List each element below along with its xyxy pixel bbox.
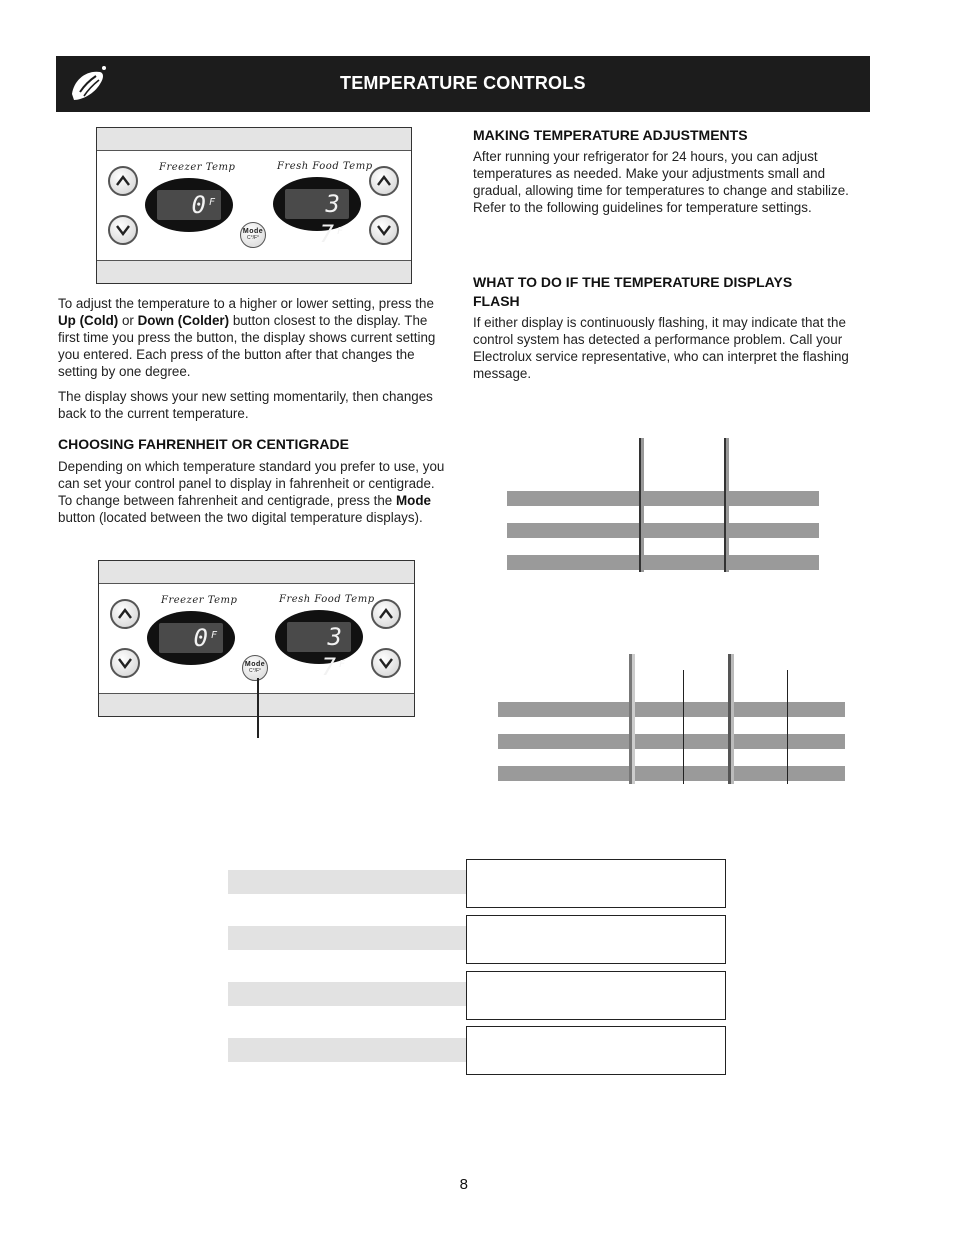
fresh-food-unit: F xyxy=(338,659,345,670)
chevron-down-icon xyxy=(118,657,132,669)
table-row xyxy=(498,734,845,749)
table-row xyxy=(507,491,819,506)
flash-heading-line1: WHAT TO DO IF THE TEMPERATURE DISPLAYS xyxy=(473,274,793,290)
adjust-text-a: To adjust the temperature to a higher or lower setting, press the xyxy=(58,296,434,311)
table-row-box xyxy=(466,915,726,964)
fresh-food-lcd xyxy=(287,622,351,681)
chevron-down-icon xyxy=(377,224,391,236)
freezer-temp-label: Freezer Temp xyxy=(161,595,238,606)
settings-table-1 xyxy=(505,438,821,572)
freezer-display xyxy=(147,611,235,665)
page-number: 8 xyxy=(459,1176,468,1193)
flash-heading-line2: FLASH xyxy=(473,293,520,309)
table-row-label xyxy=(228,870,466,894)
chevron-up-icon xyxy=(379,608,393,620)
mode-button-label: Mode xyxy=(244,661,266,668)
chevron-up-icon xyxy=(116,175,130,187)
display-paragraph: The display shows your new setting momentarily, then changes back to the current temperature. xyxy=(58,389,433,421)
up-cold-term: Up (Cold) xyxy=(58,313,119,328)
section-header xyxy=(56,56,870,112)
adjust-text-b: button closest to the display. The first time you press the button, the display shows current setting you entered. Each press of the button after that changes the setting by one degree. xyxy=(58,313,436,379)
column-divider xyxy=(683,670,684,784)
freezer-down-button[interactable] xyxy=(108,215,138,245)
freezer-up-button[interactable] xyxy=(110,599,140,629)
fresh-food-display xyxy=(273,177,361,248)
table-row-label xyxy=(228,1038,466,1062)
mode-button[interactable] xyxy=(240,222,266,248)
freezer-unit: F xyxy=(210,630,217,641)
chevron-up-icon xyxy=(377,175,391,187)
fresh-food-up-button[interactable] xyxy=(371,599,401,629)
table-row-label xyxy=(228,982,466,1006)
fresh-food-value: 3 7 xyxy=(321,623,345,681)
chevron-down-icon xyxy=(379,657,393,669)
choosing-text-b: button (located between the two digital temperature displays). xyxy=(58,510,423,525)
control-panel-diagram xyxy=(96,127,412,284)
adjust-text-or: or xyxy=(118,313,138,328)
table-row xyxy=(498,766,845,781)
table-row-label xyxy=(228,926,466,950)
adjust-paragraph xyxy=(58,295,446,380)
choosing-text-a: Depending on which temperature standard you prefer to use, you can set your control panel to display in fahrenheit or centigrade. To change between fahrenheit and centigrade, press the xyxy=(58,459,445,508)
page-title: TEMPERATURE CONTROLS xyxy=(340,73,586,93)
adjustments-paragraph: After running your refrigerator for 24 hours, you can adjust temperatures as needed. Make your adjustments small and gradual, allowing time for temperatures to change and stabilize. Refer to the following guidelines for temperature settings. xyxy=(473,149,849,215)
fresh-food-down-button[interactable] xyxy=(369,215,399,245)
freezer-display xyxy=(145,178,233,232)
electrolux-logo-icon xyxy=(66,62,110,106)
table-row-box xyxy=(466,859,726,908)
mode-term: Mode xyxy=(395,493,431,508)
table-row xyxy=(498,702,845,717)
chevron-up-icon xyxy=(118,608,132,620)
flash-heading xyxy=(473,273,873,311)
freezer-unit: F xyxy=(208,197,215,208)
mode-button-sub: C°/F° xyxy=(248,668,262,674)
fresh-food-display xyxy=(275,610,363,681)
flash-paragraph: If either display is continuously flashing, it may indicate that the control system has detected a performance problem. Call your Electrolux service representative, who can interpret the flashing message. xyxy=(473,315,849,381)
freezer-lcd xyxy=(159,623,223,653)
freezer-up-button[interactable] xyxy=(108,166,138,196)
freezer-value: 0 xyxy=(191,191,209,219)
column-divider xyxy=(787,670,788,784)
fresh-food-value: 3 7 xyxy=(319,190,343,248)
choosing-heading: CHOOSING FAHRENHEIT OR CENTIGRADE xyxy=(58,436,349,452)
fresh-food-temp-label: Fresh Food Temp xyxy=(277,161,373,172)
table-row-box xyxy=(466,1026,726,1075)
column-divider xyxy=(724,438,729,572)
settings-table-2 xyxy=(497,654,847,784)
freezer-lcd xyxy=(157,190,221,220)
fresh-food-unit: F xyxy=(336,226,343,237)
adjustments-heading: MAKING TEMPERATURE ADJUSTMENTS xyxy=(473,127,748,143)
fresh-food-down-button[interactable] xyxy=(371,648,401,678)
mode-button-label: Mode xyxy=(242,228,264,235)
column-divider xyxy=(639,438,644,572)
freezer-temp-label: Freezer Temp xyxy=(159,162,236,173)
fresh-food-up-button[interactable] xyxy=(369,166,399,196)
choosing-paragraph xyxy=(58,458,446,526)
fresh-food-lcd xyxy=(285,189,349,248)
panel-bottom-strip xyxy=(97,260,411,283)
mode-button[interactable] xyxy=(242,655,268,681)
panel-top-strip xyxy=(99,561,414,584)
freezer-down-button[interactable] xyxy=(110,648,140,678)
mode-table xyxy=(228,858,728,1078)
down-colder-term: Down (Colder) xyxy=(137,313,230,328)
column-divider xyxy=(728,654,734,784)
table-row xyxy=(507,555,819,570)
table-row-box xyxy=(466,971,726,1020)
mode-callout-line xyxy=(257,678,259,738)
chevron-down-icon xyxy=(116,224,130,236)
mode-button-sub: C°/F° xyxy=(246,235,260,241)
freezer-value: 0 xyxy=(193,624,211,652)
table-row xyxy=(507,523,819,538)
panel-top-strip xyxy=(97,128,411,151)
fresh-food-temp-label: Fresh Food Temp xyxy=(279,594,375,605)
column-divider xyxy=(629,654,635,784)
